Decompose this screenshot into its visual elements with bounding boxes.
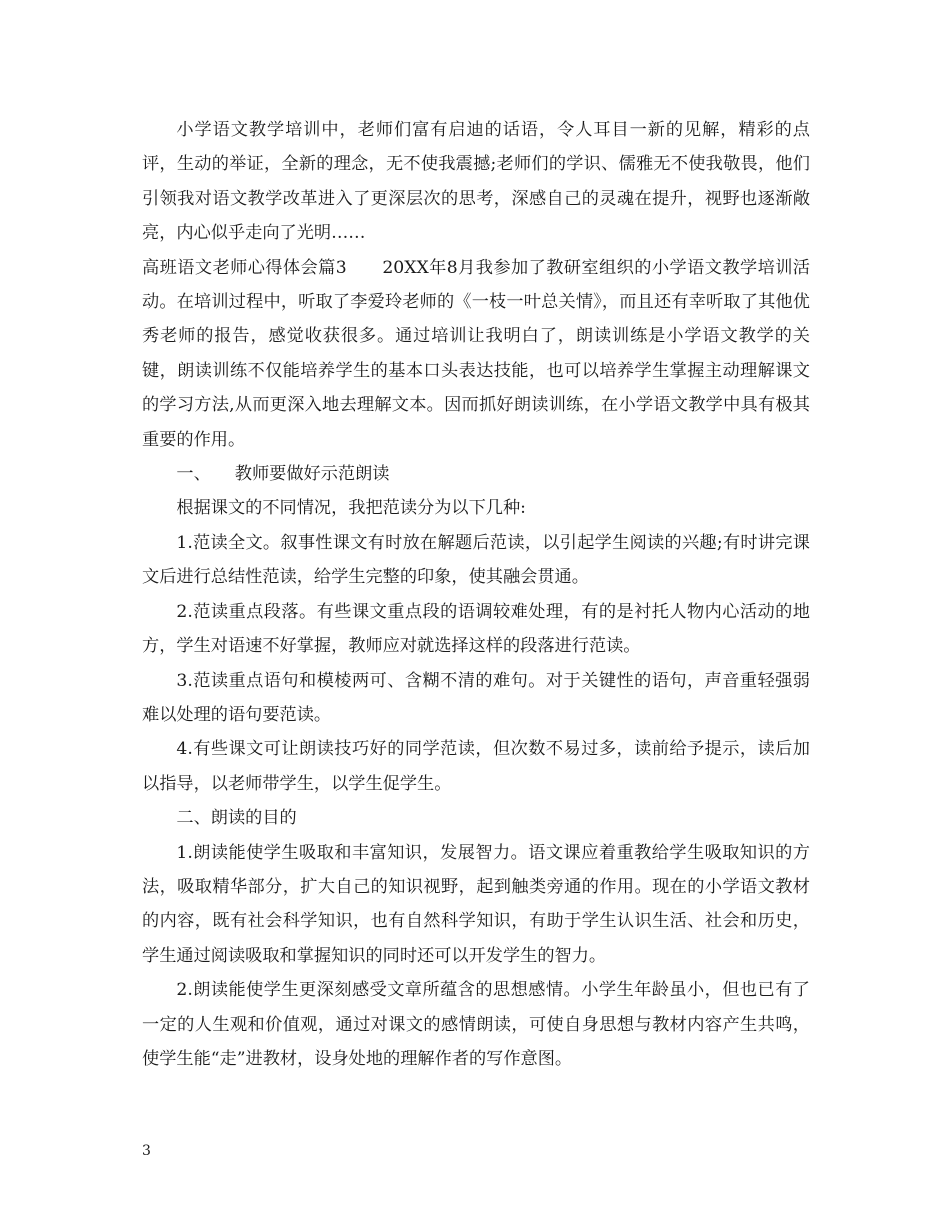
intro-paragraph: 小学语文教学培训中，老师们富有启迪的话语，令人耳目一新的见解，精彩的点评，生动的举证，全新的理念，无不使我震撼;老师们的学识、儒雅无不使我敬畏，他们引领我对语文教学改革进入了更深层次的思考，深感自己的灵魂在提升，视野也逐渐敞亮，内心似乎走向了光明…… [142,120,810,244]
paragraph-purpose-1: 1.朗读能使学生吸取和丰富知识，发展智力。语文课应着重教给学生吸取知识的方法，吸取精华部分，扩大自己的知识视野，起到触类旁通的作用。现在的小学语文教材的内容，既有社会科学知识，也有自然科学知识，有助于学生认识生活、社会和历史，学生通过阅读吸取和掌握知识的同时还可以开发学生的智力。 [142,842,810,966]
section-title: 教师要做好示范朗读 [234,464,390,485]
document-body [142,113,810,1076]
page-number: 3 [142,1143,151,1159]
paragraph-item-4: 4.有些课文可让朗读技巧好的同学范读，但次数不易过多，读前给予提示，读后加以指导，以老师带学生，以学生促学生。 [142,739,810,794]
paragraph-item-1: 1.范读全文。叙事性课文有时放在解题后范读，以引起学生阅读的兴趣;有时讲完课文后进行总结性范读，给学生完整的印象，使其融会贯通。 [142,532,810,588]
section-heading-1 [142,457,810,491]
paragraph-reading-types: 根据课文的不同情况，我把范读分为以下几种: [176,498,526,519]
article-heading-paragraph: 高班语文老师心得体会篇3 20XX年8月我参加了教研室组织的小学语文教学培训活动。在培训过程中，听取了李爱玲老师的《一枝一叶总关情》，而且还有幸听取了其他优秀老师的报告，感觉收获很多。通过培训让我明白了，朗读训练是小学语文教学的关键，朗读训练不仅能培养学生的基本口头表达技能，也可以培养学生掌握主动理解课文的学习方法,从而更深入地去理解文本。因而抓好朗读训练，在小学语文教学中具有极其重要的作用。 [142,257,810,450]
section-heading-2: 二、朗读的目的 [176,808,297,829]
paragraph-purpose-2: 2.朗读能使学生更深刻感受文章所蕴含的思想感情。小学生年龄虽小，但也已有了一定的人生观和价值观，通过对课文的感情朗读，可使自身思想与教材内容产生共鸣，使学生能“走”进教材，设身处地的理解作者的写作意图。 [142,980,810,1069]
paragraph-item-2: 2.范读重点段落。有些课文重点段的语调较难处理，有的是衬托人物内心活动的地方，学生对语速不好掌握，教师应对就选择这样的段落进行范读。 [142,601,810,657]
section-number: 一、 [176,464,211,485]
paragraph-item-3: 3.范读重点语句和模棱两可、含糊不清的难句。对于关键性的语句，声音重轻强弱难以处理的语句要范读。 [142,670,810,725]
